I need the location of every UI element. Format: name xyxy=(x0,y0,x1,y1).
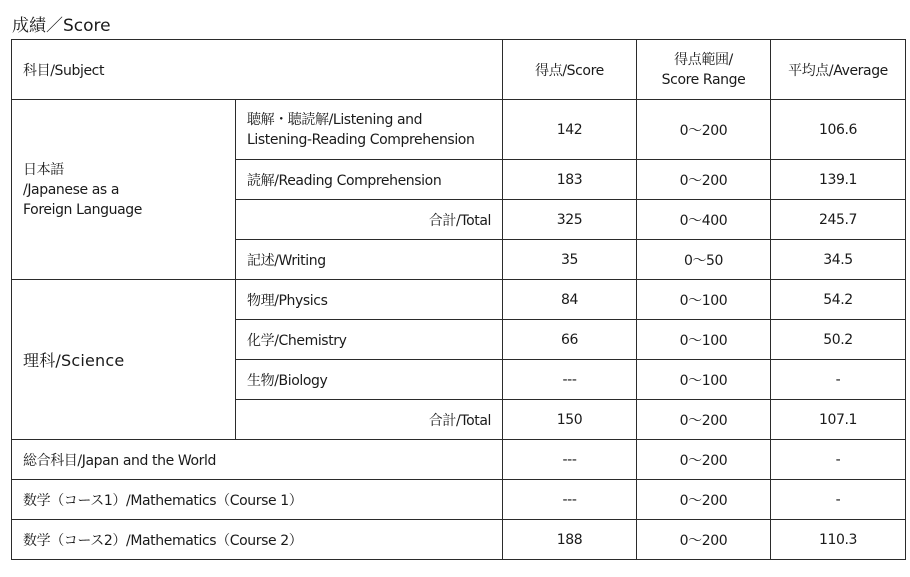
table-row xyxy=(12,440,906,480)
score-table xyxy=(11,39,906,560)
header-subject: 科目/Subject xyxy=(12,40,503,100)
science-total-range: 0～200 xyxy=(637,400,771,440)
math2-score: 188 xyxy=(503,520,637,560)
math1-average: - xyxy=(771,480,906,520)
writing-name: 記述/Writing xyxy=(236,240,503,280)
reading-average: 139.1 xyxy=(771,160,906,200)
math2-average: 110.3 xyxy=(771,520,906,560)
japan-world-score: --- xyxy=(503,440,637,480)
math2-range: 0～200 xyxy=(637,520,771,560)
writing-average: 34.5 xyxy=(771,240,906,280)
japanese-subject-label xyxy=(12,100,236,280)
japanese-total-name: 合計/Total xyxy=(236,200,503,240)
japan-world-name: 総合科目/Japan and the World xyxy=(12,440,503,480)
japanese-label-line2: /Japanese as a xyxy=(23,181,120,198)
biology-name: 生物/Biology xyxy=(236,360,503,400)
header-score: 得点/Score xyxy=(503,40,637,100)
science-subject-label: 理科/Science xyxy=(12,280,236,440)
table-row xyxy=(12,100,906,160)
writing-range: 0～50 xyxy=(637,240,771,280)
table-row xyxy=(12,480,906,520)
physics-range: 0～100 xyxy=(637,280,771,320)
japanese-label-line1: 日本語 xyxy=(23,161,64,178)
chemistry-score: 66 xyxy=(503,320,637,360)
japan-world-range: 0～200 xyxy=(637,440,771,480)
listening-name-line2: Listening-Reading Comprehension xyxy=(247,131,475,148)
reading-name: 読解/Reading Comprehension xyxy=(236,160,503,200)
table-header-row xyxy=(12,40,906,100)
listening-name-line1: 聴解・聴読解/Listening and xyxy=(247,111,423,128)
science-total-average: 107.1 xyxy=(771,400,906,440)
japanese-total-range: 0～400 xyxy=(637,200,771,240)
physics-score: 84 xyxy=(503,280,637,320)
header-average: 平均点/Average xyxy=(771,40,906,100)
header-range-line2: Score Range xyxy=(661,71,746,88)
japanese-total-average: 245.7 xyxy=(771,200,906,240)
science-total-score: 150 xyxy=(503,400,637,440)
chemistry-range: 0～100 xyxy=(637,320,771,360)
listening-range: 0～200 xyxy=(637,100,771,160)
math2-name: 数学（コース2）/Mathematics（Course 2） xyxy=(12,520,503,560)
math1-score: --- xyxy=(503,480,637,520)
physics-average: 54.2 xyxy=(771,280,906,320)
chemistry-average: 50.2 xyxy=(771,320,906,360)
reading-score: 183 xyxy=(503,160,637,200)
listening-average: 106.6 xyxy=(771,100,906,160)
page-title: 成績／Score xyxy=(12,16,111,36)
table-row xyxy=(12,280,906,320)
biology-score: --- xyxy=(503,360,637,400)
japan-world-average: - xyxy=(771,440,906,480)
math1-range: 0～200 xyxy=(637,480,771,520)
physics-name: 物理/Physics xyxy=(236,280,503,320)
reading-range: 0～200 xyxy=(637,160,771,200)
math1-name: 数学（コース1）/Mathematics（Course 1） xyxy=(12,480,503,520)
biology-average: - xyxy=(771,360,906,400)
japanese-label-line3: Foreign Language xyxy=(23,201,142,218)
header-range-line1: 得点範囲/ xyxy=(674,51,733,68)
listening-name xyxy=(236,100,503,160)
table-row xyxy=(12,520,906,560)
writing-score: 35 xyxy=(503,240,637,280)
science-total-name: 合計/Total xyxy=(236,400,503,440)
listening-score: 142 xyxy=(503,100,637,160)
header-score-range xyxy=(637,40,771,100)
chemistry-name: 化学/Chemistry xyxy=(236,320,503,360)
biology-range: 0～100 xyxy=(637,360,771,400)
japanese-total-score: 325 xyxy=(503,200,637,240)
